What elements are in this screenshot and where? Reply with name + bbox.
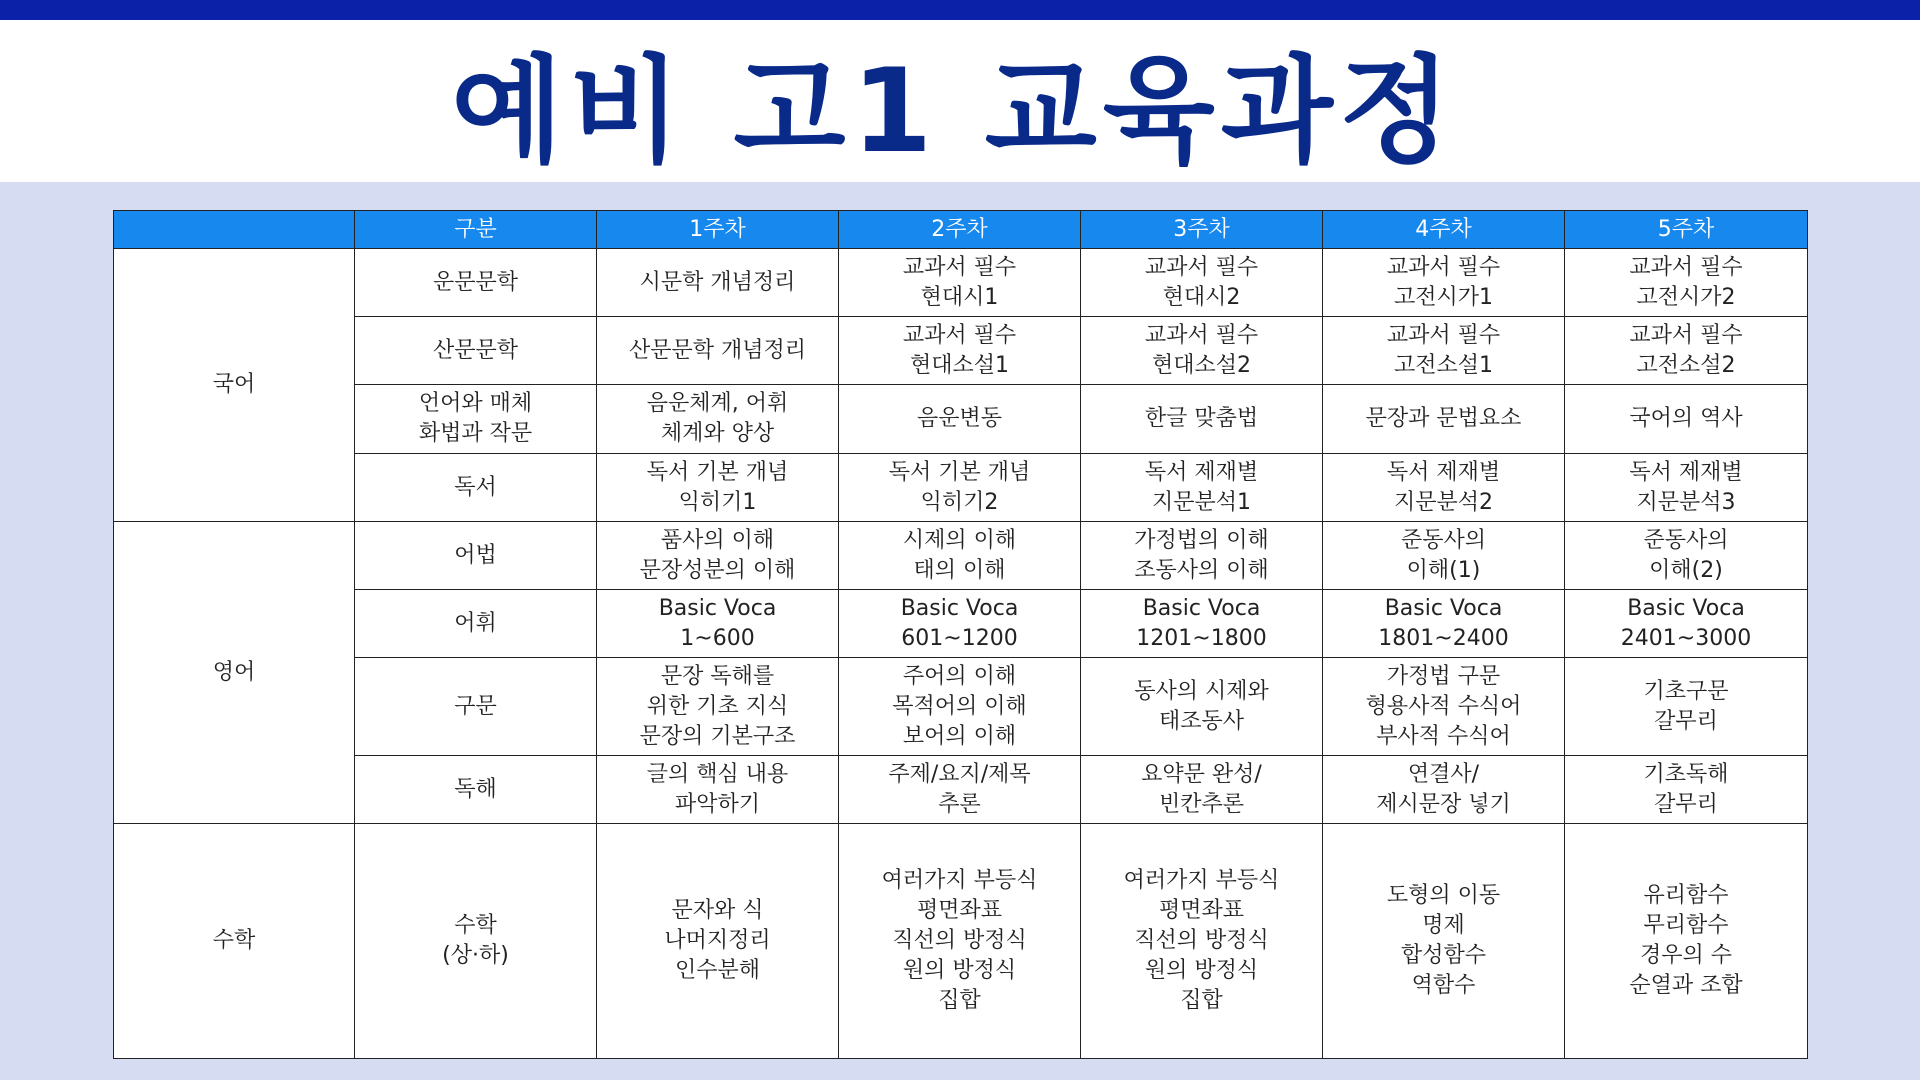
table-row	[114, 590, 1808, 658]
header-week3: 3주차	[1081, 211, 1323, 249]
week-cell: 교과서 필수 고전시가1	[1323, 249, 1565, 317]
table-row	[114, 522, 1808, 590]
table-row	[114, 658, 1808, 756]
week-cell: 독서 기본 개념 익히기2	[839, 454, 1081, 522]
header-week1: 1주차	[597, 211, 839, 249]
category-cell: 독해	[355, 756, 597, 824]
week-cell: 교과서 필수 고전소설1	[1323, 317, 1565, 385]
header-week2: 2주차	[839, 211, 1081, 249]
week-cell: 교과서 필수 현대시2	[1081, 249, 1323, 317]
week-cell: 산문문학 개념정리	[597, 317, 839, 385]
category-cell: 어휘	[355, 590, 597, 658]
category-cell: 운문문학	[355, 249, 597, 317]
week-cell: 연결사/ 제시문장 넣기	[1323, 756, 1565, 824]
week-cell: 교과서 필수 고전시가2	[1565, 249, 1808, 317]
table-row	[114, 454, 1808, 522]
week-cell: 시제의 이해 태의 이해	[839, 522, 1081, 590]
week-cell: 음운변동	[839, 385, 1081, 454]
week-cell: 교과서 필수 고전소설2	[1565, 317, 1808, 385]
header-category: 구분	[355, 211, 597, 249]
week-cell: 교과서 필수 현대소설1	[839, 317, 1081, 385]
week-cell: 한글 맞춤법	[1081, 385, 1323, 454]
week-cell: Basic Voca 601~1200	[839, 590, 1081, 658]
week-cell: 여러가지 부등식 평면좌표 직선의 방정식 원의 방정식 집합	[839, 824, 1081, 1059]
week-cell: 가정법 구문 형용사적 수식어 부사적 수식어	[1323, 658, 1565, 756]
week-cell: 독서 제재별 지문분석2	[1323, 454, 1565, 522]
week-cell: 기초구문 갈무리	[1565, 658, 1808, 756]
week-cell: 교과서 필수 현대시1	[839, 249, 1081, 317]
week-cell: 준동사의 이해(2)	[1565, 522, 1808, 590]
category-cell: 독서	[355, 454, 597, 522]
category-cell: 언어와 매체 화법과 작문	[355, 385, 597, 454]
subject-english: 영어	[114, 522, 355, 824]
table-row	[114, 317, 1808, 385]
week-cell: 동사의 시제와 태조동사	[1081, 658, 1323, 756]
table-row	[114, 249, 1808, 317]
week-cell: 국어의 역사	[1565, 385, 1808, 454]
week-cell: 음운체계, 어휘 체계와 양상	[597, 385, 839, 454]
page-title: 예비 고1 교육과정	[451, 43, 1457, 179]
week-cell: Basic Voca 1201~1800	[1081, 590, 1323, 658]
week-cell: 독서 제재별 지문분석1	[1081, 454, 1323, 522]
title-area	[0, 20, 1920, 182]
category-cell: 어법	[355, 522, 597, 590]
curriculum-table	[113, 210, 1808, 1059]
week-cell: 주어의 이해 목적어의 이해 보어의 이해	[839, 658, 1081, 756]
week-cell: 요약문 완성/ 빈칸추론	[1081, 756, 1323, 824]
category-cell: 수학 (상·하)	[355, 824, 597, 1059]
header-week5: 5주차	[1565, 211, 1808, 249]
category-cell: 산문문학	[355, 317, 597, 385]
week-cell: 교과서 필수 현대소설2	[1081, 317, 1323, 385]
week-cell: 문장과 문법요소	[1323, 385, 1565, 454]
week-cell: 가정법의 이해 조동사의 이해	[1081, 522, 1323, 590]
week-cell: 주제/요지/제목 추론	[839, 756, 1081, 824]
header-row	[114, 211, 1808, 249]
category-cell: 구문	[355, 658, 597, 756]
week-cell: 여러가지 부등식 평면좌표 직선의 방정식 원의 방정식 집합	[1081, 824, 1323, 1059]
subject-math: 수학	[114, 824, 355, 1059]
week-cell: Basic Voca 1~600	[597, 590, 839, 658]
week-cell: 시문학 개념정리	[597, 249, 839, 317]
week-cell: 기초독해 갈무리	[1565, 756, 1808, 824]
header-blank	[114, 211, 355, 249]
week-cell: 독서 제재별 지문분석3	[1565, 454, 1808, 522]
table-row	[114, 824, 1808, 1059]
subject-korean: 국어	[114, 249, 355, 522]
week-cell: 준동사의 이해(1)	[1323, 522, 1565, 590]
week-cell: Basic Voca 1801~2400	[1323, 590, 1565, 658]
header-week4: 4주차	[1323, 211, 1565, 249]
week-cell: 품사의 이해 문장성분의 이해	[597, 522, 839, 590]
week-cell: 도형의 이동 명제 합성함수 역함수	[1323, 824, 1565, 1059]
week-cell: 글의 핵심 내용 파악하기	[597, 756, 839, 824]
week-cell: 유리함수 무리함수 경우의 수 순열과 조합	[1565, 824, 1808, 1059]
week-cell: 문장 독해를 위한 기초 지식 문장의 기본구조	[597, 658, 839, 756]
week-cell: 문자와 식 나머지정리 인수분해	[597, 824, 839, 1059]
week-cell: Basic Voca 2401~3000	[1565, 590, 1808, 658]
table-row	[114, 756, 1808, 824]
week-cell: 독서 기본 개념 익히기1	[597, 454, 839, 522]
table-row	[114, 385, 1808, 454]
